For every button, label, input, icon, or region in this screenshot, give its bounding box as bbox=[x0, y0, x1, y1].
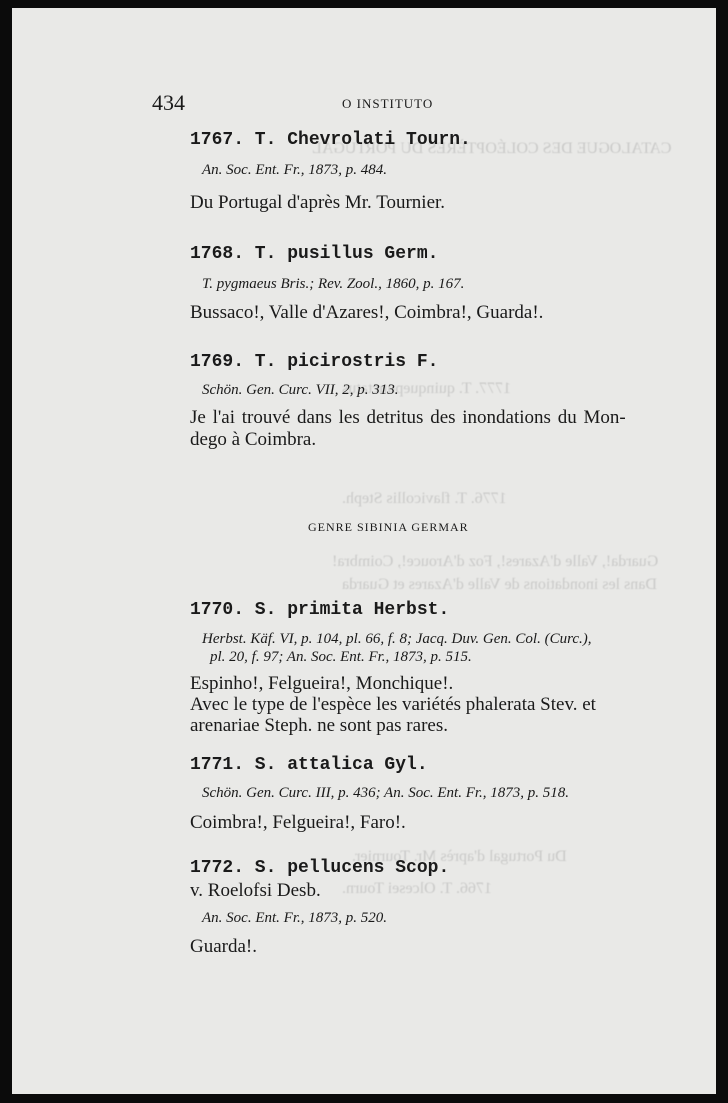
entry-text: Coimbra!, Felgueira!, Faro!. bbox=[190, 812, 406, 833]
entry-text: Du Portugal d'après Mr. Tournier. bbox=[190, 192, 446, 213]
entry-heading: 1769. T. picirostris F. bbox=[190, 352, 439, 372]
bleed-through: Guarda!, Valle d'Azares!, Foz d'Arouce!, Coimbra! bbox=[332, 553, 659, 570]
bleed-through: Du Portugal d'après Mr. Tournier. bbox=[352, 848, 567, 865]
entry-text: Espinho!, Felgueira!, Monchique!. bbox=[190, 673, 454, 694]
entry-reference: Schön. Gen. Curc. VII, 2, p. 313. bbox=[202, 382, 399, 398]
entry-reference: Schön. Gen. Curc. III, p. 436; An. Soc. Ent. Fr., 1873, p. 518. bbox=[202, 785, 570, 801]
entry-text: Bussaco!, Valle d'Azares!, Coimbra!, Guarda!. bbox=[190, 302, 544, 323]
genre-heading: GENRE SIBINIA GERMAR bbox=[308, 520, 469, 534]
entry-reference: An. Soc. Ent. Fr., 1873, p. 520. bbox=[202, 910, 387, 926]
entry-text: dego à Coimbra. bbox=[190, 429, 317, 450]
bleed-through: 1776. T. flavicollis Steph. bbox=[342, 490, 507, 507]
entry-text: Guarda!. bbox=[190, 936, 257, 957]
bleed-through: Dans les inondations de Valle d'Azares et Guarda bbox=[342, 576, 657, 593]
entry-heading: 1771. S. attalica Gyl. bbox=[190, 755, 428, 775]
bleed-through: 1766. T. Olcesei Tourn. bbox=[342, 880, 492, 897]
document-page bbox=[12, 8, 716, 1094]
entry-heading: 1767. T. Chevrolati Tourn. bbox=[190, 130, 471, 150]
entry-text: Je l'ai trouvé dans les detritus des inondations du Mon- bbox=[190, 407, 626, 428]
entry-text: Avec le type de l'espèce les variétés phalerata Stev. et bbox=[190, 694, 596, 715]
entry-heading: 1768. T. pusillus Germ. bbox=[190, 244, 439, 264]
entry-reference: Herbst. Käf. VI, p. 104, pl. 66, f. 8; Jacq. Duv. Gen. Col. (Curc.), bbox=[202, 631, 592, 647]
entry-heading: 1770. S. primita Herbst. bbox=[190, 600, 450, 620]
entry-reference: An. Soc. Ent. Fr., 1873, p. 484. bbox=[202, 162, 387, 178]
entry-reference: T. pygmaeus Bris.; Rev. Zool., 1860, p. 167. bbox=[202, 276, 465, 292]
bleed-through: CATALOGUE DES COLÉOPTÈRES DU PORTUGAL bbox=[312, 140, 672, 157]
entry-heading: 1772. S. pellucens Scop. bbox=[190, 858, 450, 878]
entry-reference: pl. 20, f. 97; An. Soc. Ent. Fr., 1873, p. 515. bbox=[210, 649, 472, 665]
entry-text: arenariae Steph. ne sont pas rares. bbox=[190, 715, 448, 736]
running-title: O INSTITUTO bbox=[342, 96, 434, 111]
page-number: 434 bbox=[152, 90, 185, 115]
bleed-through: 1777. T. quinquepunctatus bbox=[342, 380, 512, 397]
entry-synonym: v. Roelofsi Desb. bbox=[190, 880, 321, 901]
